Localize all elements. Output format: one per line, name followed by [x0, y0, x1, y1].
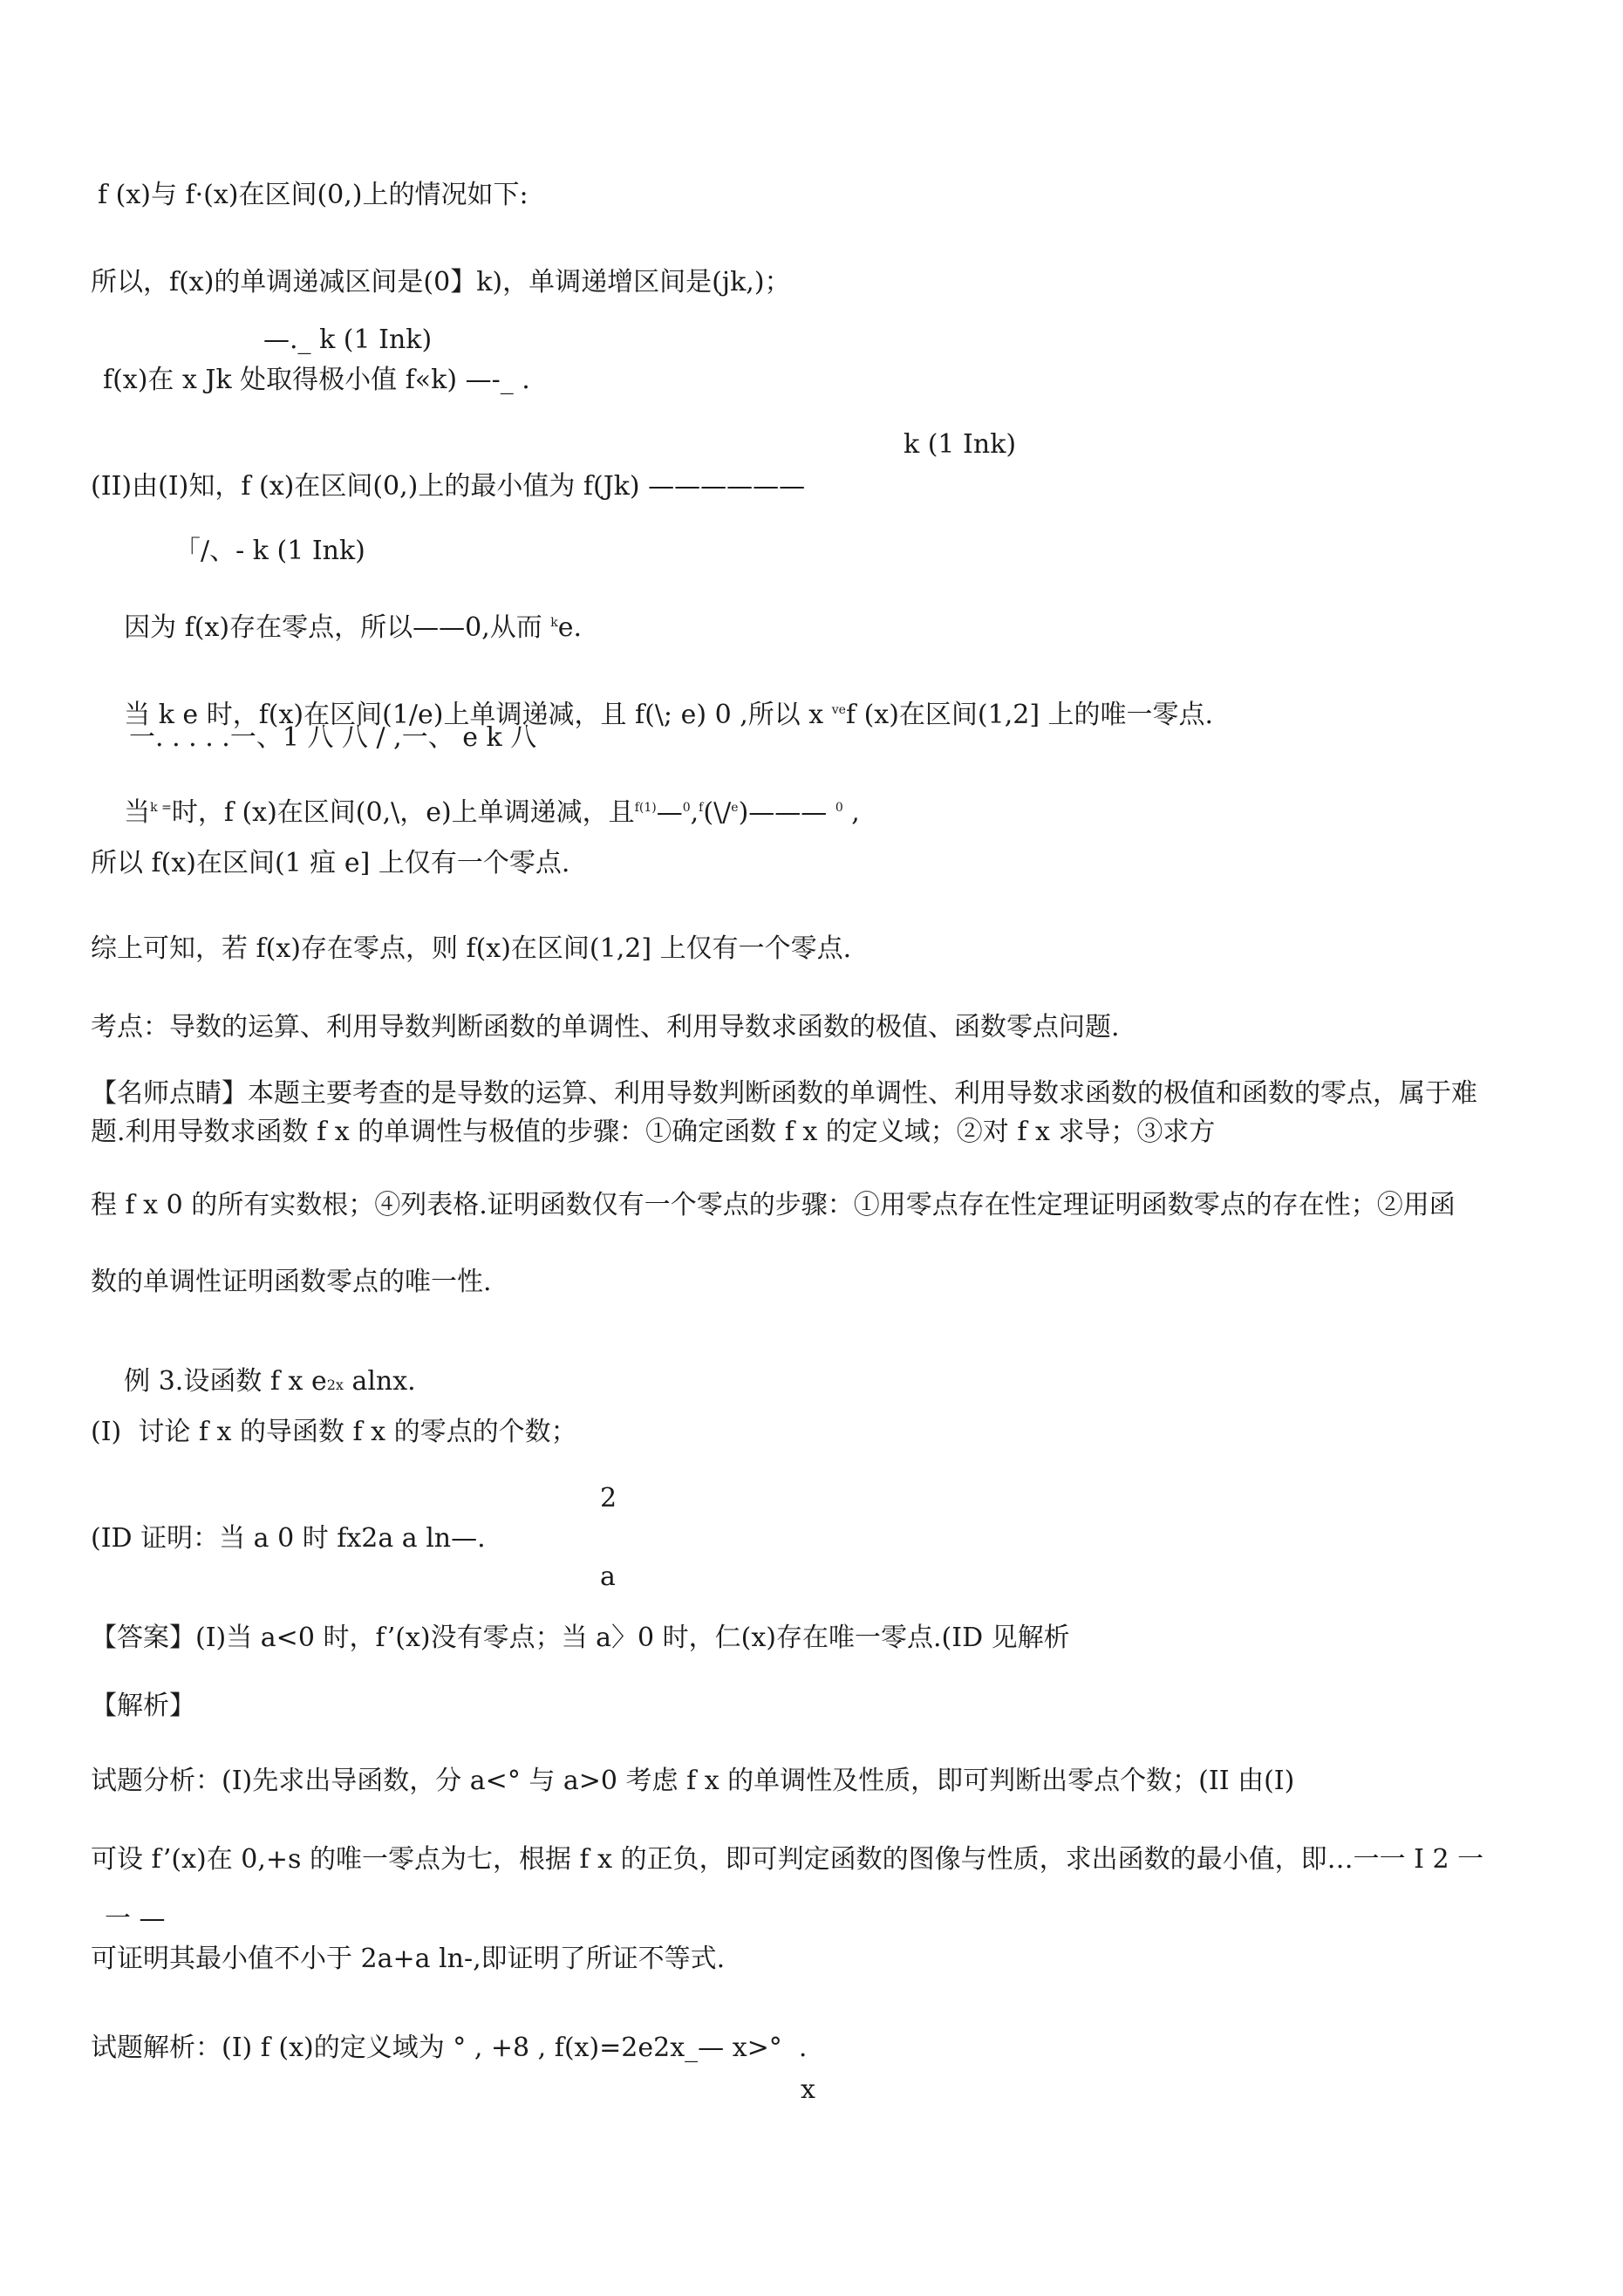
text-line: f(x)在 x Jk 处取得极小值 f«k) —-_ . — [103, 365, 530, 395]
text-line: 一. . . . .一、1 八 八 / ,一、 e k 八 — [129, 722, 537, 753]
text-line: 「/、- k (1 Ink) — [174, 536, 365, 566]
text-line: (ID 证明：当 a 0 时 fx2a a ln—. — [91, 1523, 486, 1554]
superscript: k — [550, 616, 558, 630]
text-line: 2 — [600, 1483, 617, 1514]
superscript: e — [731, 801, 739, 815]
text-fragment: 当 k e 时，f(x)在区间(1/e)上单调递减，且 f(\; e) 0 ,所以 x — [124, 700, 832, 730]
text-line: x — [801, 2074, 815, 2105]
text-fragment: f (x)在区间(1,2] 上的唯一零点. — [845, 700, 1214, 730]
text-fragment: , — [690, 797, 699, 828]
text-fragment: (\/ — [703, 797, 732, 828]
text-line: 【名师点睛】本题主要考查的是导数的运算、利用导数判断函数的单调性、利用导数求函数的极值和函数的零点，属于难 — [91, 1078, 1477, 1109]
superscript: ve — [831, 703, 846, 717]
text-line: 【解析】 — [91, 1691, 195, 1721]
text-fragment: e. — [557, 612, 583, 643]
subscript: 2x — [326, 1377, 344, 1393]
text-line: 数的单调性证明函数零点的唯一性. — [91, 1267, 492, 1297]
text-fragment: 时，f (x)在区间(0,\，e)上单调递减，且 — [171, 797, 635, 828]
text-line: 所以 f(x)在区间(1 疽 e] 上仅有一个零点. — [91, 848, 570, 878]
text-line: (I) 讨论 f x 的导函数 f x 的零点的个数； — [91, 1417, 577, 1447]
text-line: 所以，f(x)的单调递减区间是(0】k)，单调递增区间是(jk,)； — [91, 267, 791, 297]
text-line — [91, 761, 860, 860]
text-line: 试题分析：(I)先求出导函数，分 a<° 与 a>0 考虑 f x 的单调性及性质，即可判断出零点个数；(II 由(I) — [91, 1766, 1295, 1796]
text-fragment: 例 3.设函数 f x e — [124, 1366, 327, 1397]
text-fragment: )——— — [738, 797, 835, 828]
text-line: 综上可知，若 f(x)存在零点，则 f(x)在区间(1,2] 上仅有一个零点. — [91, 933, 852, 964]
text-line: k (1 Ink) — [904, 429, 1017, 460]
text-line: 程 f x 0 的所有实数根；④列表格.证明函数仅有一个零点的步骤：①用零点存在性定理证明函数零点的存在性；②用函 — [91, 1190, 1456, 1220]
superscript: f(1) — [634, 801, 657, 815]
text-line — [91, 576, 582, 675]
text-fragment: 因为 f(x)存在零点，所以——0,从而 — [124, 612, 551, 643]
text-line: 考点：导数的运算、利用导数判断函数的单调性、利用导数求函数的极值、函数零点问题. — [91, 1012, 1120, 1042]
text-line: 试题解析：(I) f (x)的定义域为 ° , +8 , f(x)=2e2x_— x>° . — [91, 2033, 808, 2063]
text-fragment: — — [656, 797, 683, 828]
superscript: 0 — [682, 801, 691, 815]
text-line: (II)由(I)知，f (x)在区间(0,)上的最小值为 f(Jk) —————— — [91, 471, 806, 502]
text-line: 题.利用导数求函数 f x 的单调性与极值的步骤：①确定函数 f x 的定义域；②对 f x 求导；③求方 — [91, 1117, 1216, 1147]
text-line: 可证明其最小值不小于 2a+a ln-,即证明了所证不等式. — [91, 1944, 726, 1974]
text-line: 【答案】(I)当 a<0 时，f’(x)没有零点；当 a〉0 时，仁(x)存在唯一零点.(ID 见解析 — [91, 1623, 1070, 1653]
superscript: k = — [150, 801, 172, 815]
text-line: 可设 f’(x)在 0,+s 的唯一零点为七，根据 f x 的正负，即可判定函数的图像与性质，求出函数的最小值，即…一一 I 2 一 — [91, 1844, 1484, 1875]
text-line: 一 — — [105, 1903, 166, 1934]
text-fragment: 当 — [124, 797, 151, 828]
text-line: a — [600, 1561, 616, 1592]
text-line: —._ k (1 Ink) — [263, 325, 433, 355]
text-fragment: , — [842, 797, 860, 828]
superscript: f — [699, 801, 704, 815]
text-fragment: alnx. — [343, 1366, 416, 1397]
superscript: 0 — [835, 801, 843, 815]
text-line: f (x)与 f·(x)在区间(0,)上的情况如下: — [98, 180, 528, 210]
